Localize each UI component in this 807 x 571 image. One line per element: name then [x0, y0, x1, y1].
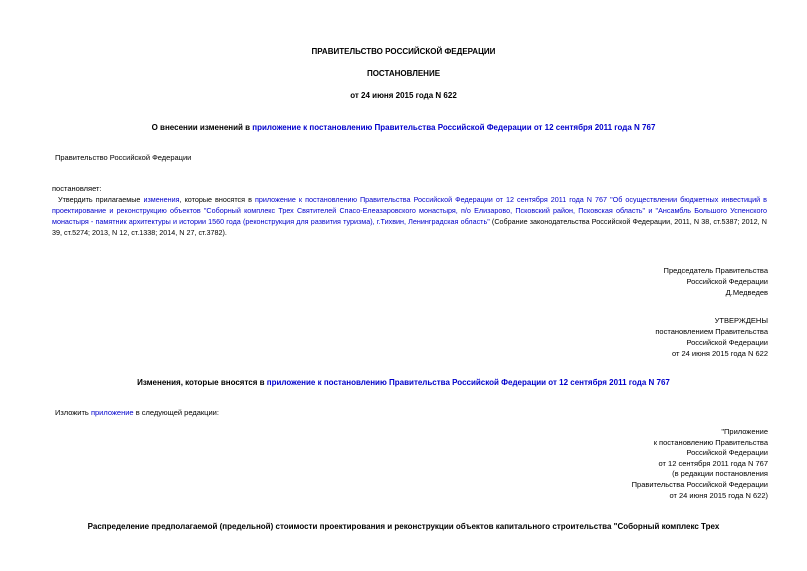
signature-name: Д.Медведев — [725, 288, 768, 297]
changes-title: Изменения, которые вносятся в приложение к постановлению Правительства Российской Федерации от 12 сентября 2011 года N 767 — [137, 378, 670, 387]
signature-position-1: Председатель Правительства — [663, 266, 768, 275]
government-name: ПРАВИТЕЛЬСТВО РОССИЙСКОЙ ФЕДЕРАЦИИ — [311, 47, 496, 56]
approved-block: УТВЕРЖДЕНЫ постановлением Правительства Российской Федерации от 24 июня 2015 года N 622 — [655, 316, 768, 358]
signature-block — [664, 265, 768, 298]
issuer-text: Правительство Российской Федерации — [55, 153, 192, 162]
item-1-paragraph: Утвердить прилагаемые изменения, которые вносятся в приложение к постановлению Правительства Российской Федерации от 12 сентября 2011 года N 767 "Об осуществлении бюджетных инвестиций в проектирование и реконструкцию объектов "Соборный комплекс Трех Святителей Спасо-Елеазаровского монастыря, п/о Елизарово, Псковский район, Псковская область" и "Ансамбль Большого Успенского монастыря - памятник архитектуры и истории 1560 года (реконструкция для развития туризма), г.Тихвин, Ленинградская область" (Собрание законодательства Российской Федерации, 2011, N 38, ст.5387; 2012, N 39, ст.5274; 2013, N 12, ст.1338; 2014, N 27, ст.3782). — [52, 195, 767, 237]
decree-767-link[interactable]: приложение к постановлению Правительства Российской Федерации от 12 сентября 2011 года N 767 "Об осуществлении бюджетных инвестиций в проектирование и реконструкцию объектов "Соборный комплекс Трех Святителей Спасо-Елеазаровского монастыря, п/о Елизарово, Псковский район, Псковская область" и "Ансамбль Большого Успенского монастыря - памятник архитектуры и истории 1560 года (реконструкция для развития туризма), г.Тихвин, Ленинградская область" — [52, 195, 767, 226]
distribution-title: Распределение предполагаемой (предельной) стоимости проектирования и реконструкции объектов капитального строительства "Соборный комплекс Трех — [87, 522, 720, 531]
title-prefix: О внесении изменений в — [151, 123, 253, 132]
appendix-block: "Приложение к постановлению Правительства Российской Федерации от 12 сентября 2011 года N 767 (в редакции постановления Правительства Российской Федерации от 24 июня 2015 года N 622) — [631, 427, 768, 500]
changes-link[interactable]: изменения — [143, 195, 180, 204]
changes-intro: Изложить приложение в следующей редакции: — [55, 408, 219, 417]
appendix-link[interactable]: приложение — [90, 408, 134, 417]
signature-position-2: Российской Федерации — [686, 277, 768, 286]
decrees-text: постановляет: — [52, 184, 102, 193]
title-link[interactable]: приложение к постановлению Правительства Российской Федерации от 12 сентября 2011 года N 767 — [252, 123, 656, 132]
document-type: ПОСТАНОВЛЕНИЕ — [366, 69, 441, 78]
document-date-number: от 24 июня 2015 года N 622 — [350, 91, 457, 100]
changes-title-link[interactable]: приложение к постановлению Правительства Российской Федерации от 12 сентября 2011 года N 767 — [266, 378, 670, 387]
document-title — [0, 122, 807, 133]
